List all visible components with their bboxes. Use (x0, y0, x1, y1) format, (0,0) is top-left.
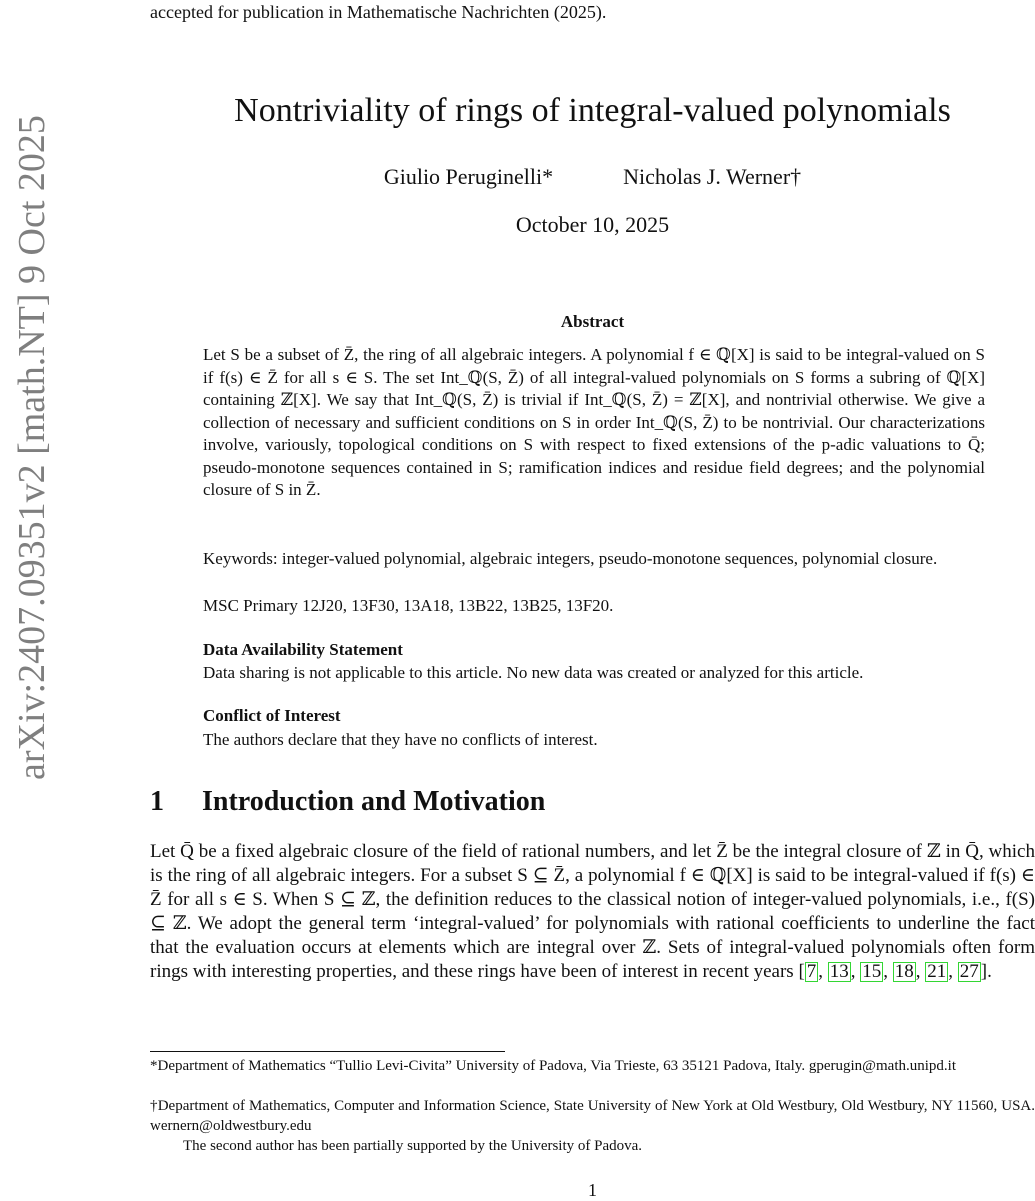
keywords: Keywords: integer-valued polynomial, algebraic integers, pseudo-monotone sequences, polynomial closure. (203, 549, 938, 568)
author-list (150, 164, 1035, 190)
intro-text: Let Q̄ be a fixed algebraic closure of the field of rational numbers, and let Z̄ be the integral closure of ℤ in Q̄, which is the ring of all algebraic integers. For a subset S ⊆ Z̄, a polynomial f ∈ ℚ[X] is said to be integral-valued if f(s) ∈ Z̄ for all s ∈ S. When S ⊆ ℤ, the definition reduces to the classical notion of integer-valued polynomials, i.e., f(S) ⊆ ℤ. We adopt the general term ‘integral-valued’ for polynomials with rational coefficients to underline the fact that the evaluation occurs at elements which are integral over ℤ. Sets of integral-valued polynomials often form rings with interesting properties, and these rings have been of interest in recent years (150, 841, 1035, 982)
conflict-text: The authors declare that they have no conflicts of interest. (203, 730, 598, 749)
footnote-funding: The second author has been partially supported by the University of Padova. (183, 1138, 643, 1154)
conflict-heading: Conflict of Interest (203, 706, 341, 725)
msc-classification: MSC Primary 12J20, 13F30, 13A18, 13B22, 13B25, 13F20. (203, 596, 614, 615)
footnote-rule (150, 1051, 505, 1052)
data-availability-text: Data sharing is not applicable to this article. No new data was created or analyzed for this article. (203, 663, 864, 682)
citation-link[interactable]: 7 (806, 961, 817, 982)
abstract-text: Let S be a subset of Z̄, the ring of all algebraic integers. A polynomial f ∈ ℚ[X] is said to be integral-valued on S if f(s) ∈ Z̄ for all s ∈ S. The set Int_ℚ(S, Z̄) of all integral-valued polynomials on S forms a subring of ℚ[X] containing ℤ[X]. We say that Int_ℚ(S, Z̄) is trivial if Int_ℚ(S, Z̄) = ℤ[X], and nontrivial otherwise. We give a collection of necessary and sufficient conditions on S in order Int_ℚ(S, Z̄) to be nontrivial. Our characterizations involve, variously, topological conditions on S with respect to fixed extensions of the p-adic valuations to Q̄; pseudo-monotone sequences contained in S; ramification indices and residue field degrees; and the polynomial closure of S in Z̄. (203, 345, 985, 499)
citation-link[interactable]: 18 (894, 961, 914, 982)
abstract-heading: Abstract (560, 312, 625, 331)
section-number: 1 (150, 786, 164, 817)
author-2: Nicholas J. Werner† (623, 164, 802, 189)
citation-link[interactable]: 27 (959, 961, 979, 982)
paper-date: October 10, 2025 (515, 212, 670, 237)
intro-paragraph: Let Q̄ be a fixed algebraic closure of the field of rational numbers, and let Z̄ be the integral closure of ℤ in Q̄, which is the ring of all algebraic integers. For a subset S ⊆ Z̄, a polynomial f ∈ ℚ[X] is said to be integral-valued if f(s) ∈ Z̄ for all s ∈ S. When S ⊆ ℤ, the definition reduces to the classical notion of integer-valued polynomials, i.e., f(S) ⊆ ℤ. We adopt the general term ‘integral-valued’ for polynomials with rational coefficients to underline the fact that the evaluation occurs at elements which are integral over ℤ. Sets of integral-valued polynomials often form rings with interesting properties, and these rings have been of interest in recent years [ 7 , 13 , 15 , 18 , 21 , 27 ]. (150, 841, 1035, 982)
citation-link[interactable]: 21 (927, 961, 947, 982)
arxiv-identifier: arXiv:2407.09351v2 [math.NT] 9 Oct 2025 (11, 115, 53, 780)
paper-title: Nontriviality of rings of integral-valued polynomials (234, 92, 951, 129)
citation-link[interactable]: 15 (862, 961, 882, 982)
footnote-author-1: *Department of Mathematics “Tullio Levi-Civita” University of Padova, Via Trieste, 63 35121 Padova, Italy. gperugin@math.unipd.it (150, 1058, 956, 1074)
section-heading (150, 786, 545, 818)
section-title: Introduction and Motivation (202, 786, 546, 817)
publication-note: accepted for publication in Mathematische Nachrichten (2025). (150, 2, 607, 22)
author-1: Giulio Peruginelli* (383, 164, 554, 189)
footnote-author-2: †Department of Mathematics, Computer and Information Science, State University of New York at Old Westbury, Old Westbury, NY 11560, USA. wernern@oldwestbury.edu (150, 1098, 1035, 1134)
data-availability-heading: Data Availability Statement (203, 640, 403, 659)
citation-link[interactable]: 13 (829, 961, 849, 982)
page-number: 1 (588, 1180, 597, 1200)
